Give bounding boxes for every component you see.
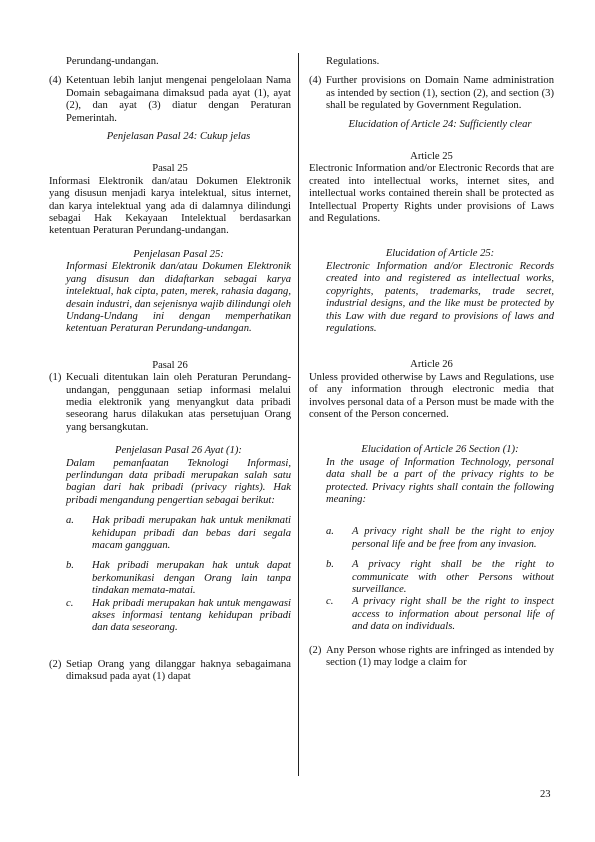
pasal24-ayat4 — [49, 75, 291, 125]
elucidation-list-item-b — [309, 559, 554, 596]
elucidation-pasal26-text: Dalam pemanfaatan Teknologi Informasi, perlindungan data pribadi merupakan salah satu bagian dari hak pribadi (privacy rights). Hak pribadi mengandung pengertian sebagai berikut: — [66, 457, 291, 506]
pasal26-heading: Pasal 26 — [152, 359, 188, 371]
article25-text: Electronic Information and/or Electronic Records that are created into intellectual works, internet sites, and intellectual works contained therein shall be protected as Intellectual Property Rights under provisions of Laws and Regulations. — [309, 163, 554, 225]
continuation-text: Regulations. — [326, 56, 380, 67]
item-number: (2) — [309, 644, 322, 656]
elucidation-article25-text: Electronic Information and/or Electronic Records created into and registered as intellectual works, copyrights, patents, trademarks, trade secret, industrial designs, and the like must be protected by this Law with due regard to provisions of laws and regulations. — [326, 260, 554, 334]
list-text: Hak pribadi merupakan hak untuk dapat berkomunikasi dengan Orang lain tanpa tindakan memata-matai. — [92, 560, 291, 597]
pasal26-ayat1 — [49, 372, 291, 434]
left-column-indonesian — [49, 56, 291, 684]
list-letter: b. — [66, 560, 74, 572]
item-text: Setiap Orang yang dilanggar haknya sebagaimana dimaksud pada ayat (1) dapat — [66, 658, 291, 683]
elucidation-pasal24: Penjelasan Pasal 24: Cukup jelas — [106, 131, 251, 143]
elucidation-article24: Elucidation of Article 24: Sufficiently clear — [348, 118, 532, 130]
elucidation-list-item-b — [49, 560, 291, 597]
list-text: A privacy right shall be the right to enjoy personal life and be free from any invasion. — [352, 526, 554, 550]
item-text: Ketentuan lebih lanjut mengenai pengelolaan Nama Domain sebagaimana dimaksud pada ayat (1), ayat (2), dan ayat (3) diatur dengan Peraturan Pemerintah. — [66, 75, 291, 124]
elucidation-article25-heading: Elucidation of Article 25: — [385, 248, 495, 260]
article26-section2 — [309, 645, 554, 670]
article24-section4 — [309, 75, 554, 112]
elucidation-pasal25-text: Informasi Elektronik dan/atau Dokumen Elektronik yang disusun dan didaftarkan sebagai karya intelektual, hak cipta, paten, merek, rahasia dagang, desain industri, dan sejenisnya wajib dilindungi oleh Undang-Undang ini dengan memperhatikan ketentuan Peraturan Perundang-undangan. — [66, 261, 291, 335]
elucidation-list-item-c — [309, 596, 554, 633]
item-text: Kecuali ditentukan lain oleh Peraturan Perundang-undangan, penggunaan setiap informasi melalui media elektronik yang menyangkut data pribadi seseorang harus dilakukan atas persetujuan Orang yang bersangkutan. — [66, 372, 291, 433]
pasal25-text: Informasi Elektronik dan/atau Dokumen Elektronik yang disusun menjadi karya intelektual, situs internet, dan karya intelektual yang ada di dalamnya dilindungi sebagai Hak Kekayaan Intelektual berdasarkan ketentuan Peraturan Perundang-undangan. — [49, 175, 291, 237]
item-number: (4) — [49, 75, 62, 87]
article26-heading: Article 26 — [410, 359, 453, 371]
right-column-english — [309, 56, 554, 669]
list-letter: b. — [326, 559, 334, 571]
elucidation-list-item-a — [309, 526, 554, 551]
column-divider — [298, 53, 299, 776]
article26-text: Unless provided otherwise by Laws and Regulations, use of any information through electronic media that involves personal data of a Person must be made with the consent of the Person concerned. — [309, 371, 554, 420]
list-text: Hak pribadi merupakan hak untuk mengawasi akses informasi tentang kehidupan pribadi dan data seseorang. — [92, 597, 291, 634]
elucidation-article26-heading: Elucidation of Article 26 Section (1): — [361, 444, 519, 456]
pasal26-ayat2 — [49, 659, 291, 684]
continuation-text: Perundang-undangan. — [66, 56, 159, 67]
list-letter: a. — [66, 515, 74, 527]
page-number: 23 — [540, 789, 551, 800]
item-number: (4) — [309, 75, 322, 87]
item-number: (2) — [49, 658, 62, 670]
elucidation-pasal26-heading: Penjelasan Pasal 26 Ayat (1): — [115, 445, 242, 457]
list-letter: a. — [326, 526, 334, 538]
elucidation-article26-text: In the usage of Information Technology, personal data shall be a part of the privacy rights to be protected. Privacy rights shall contain the following meaning: — [326, 456, 554, 505]
elucidation-list-item-c — [49, 598, 291, 635]
list-text: A privacy right shall be the right to communicate with other Persons without surveillance. — [352, 559, 554, 595]
article25-heading: Article 25 — [410, 151, 453, 163]
pasal25-heading: Pasal 25 — [152, 163, 188, 175]
list-text: Hak pribadi merupakan hak untuk menikmati kehidupan pribadi dan bebas dari segala macam gangguan. — [92, 515, 291, 551]
list-text: A privacy right shall be the right to inspect access to information about personal life of and data on individuals. — [352, 596, 554, 633]
item-number: (1) — [49, 372, 62, 384]
list-letter: c. — [66, 597, 74, 609]
elucidation-list-item-a — [49, 515, 291, 552]
elucidation-pasal25-heading: Penjelasan Pasal 25: — [133, 248, 224, 260]
item-text: Any Person whose rights are infringed as intended by section (1) may lodge a claim for — [326, 644, 554, 669]
item-text: Further provisions on Domain Name administration as intended by section (1), section (2), and section (3) shall be regulated by Government Regulation. — [326, 75, 554, 112]
list-letter: c. — [326, 596, 334, 608]
